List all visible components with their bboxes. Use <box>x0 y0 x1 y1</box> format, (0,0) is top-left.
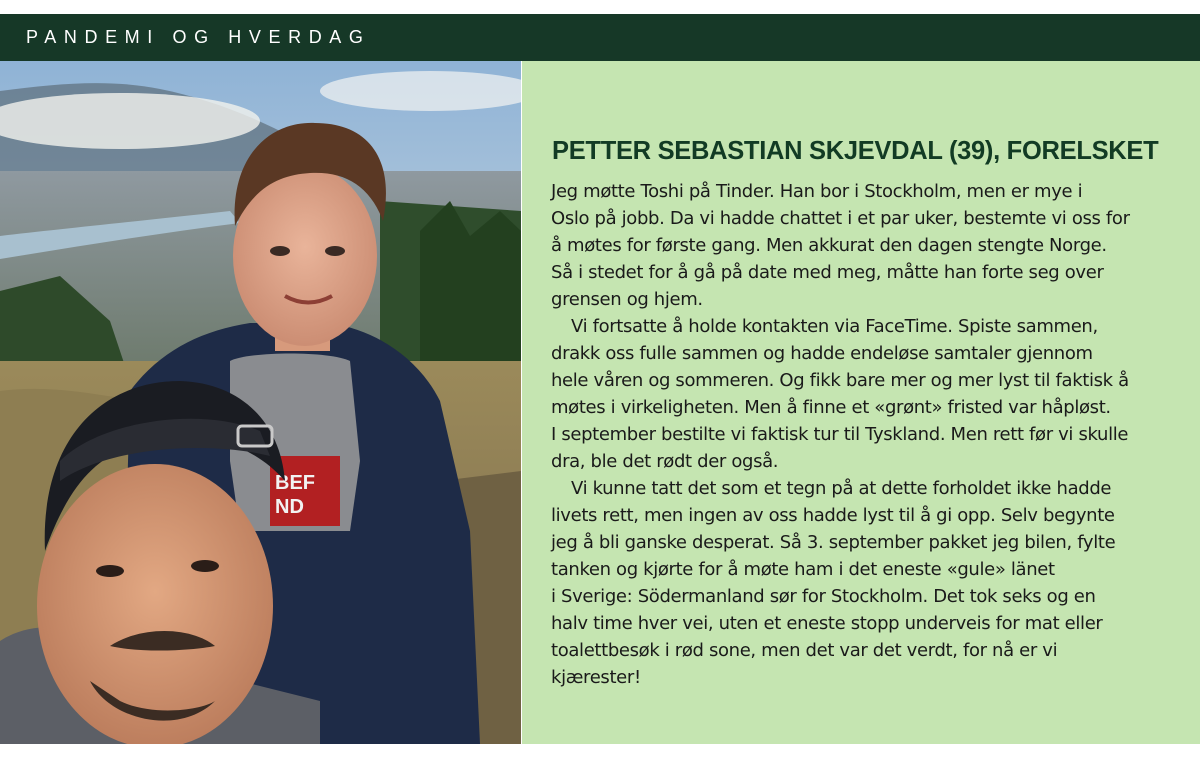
body-line: Jeg møtte Toshi på Tinder. Han bor i Stockholm, men er mye i <box>551 181 1083 202</box>
body-line: Oslo på jobb. Da vi hadde chattet i et par uker, bestemte vi oss for <box>551 208 1130 229</box>
body-line: tanken og kjørte for å møte ham i det eneste «gule» länet <box>551 559 1055 580</box>
section-title: PANDEMI OG HVERDAG <box>26 27 371 47</box>
shirt-print-text: ND <box>275 496 304 518</box>
body-line: kjærester! <box>551 667 641 688</box>
body-line: halv time hver vei, uten et eneste stopp underveis for mat eller <box>551 613 1103 634</box>
body-line: jeg å bli ganske desperat. Så 3. september pakket jeg bilen, fylte <box>551 532 1116 553</box>
couple-selfie-photo <box>0 61 521 744</box>
body-line: toalettbesøk i rød sone, men det var det verdt, for nå er vi <box>551 640 1058 661</box>
body-line: Vi kunne tatt det som et tegn på at dette forholdet ikke hadde <box>571 478 1112 499</box>
body-line: i Sverige: Södermanland sør for Stockholm. Det tok seks og en <box>551 586 1096 607</box>
body-line: hele våren og sommeren. Og fikk bare mer og mer lyst til faktisk å <box>551 370 1129 391</box>
article-body <box>551 178 1191 691</box>
article-headline: PETTER SEBASTIAN SKJEVDAL (39), FORELSKET <box>552 137 1159 165</box>
body-line: I september bestilte vi faktisk tur til Tyskland. Men rett før vi skulle <box>551 424 1129 445</box>
body-line: møtes i virkeligheten. Men å finne et «grønt» fristed var håpløst. <box>551 397 1111 418</box>
body-line: livets rett, men ingen av oss hadde lyst til å gi opp. Selv begynte <box>551 505 1115 526</box>
shirt-print-text: BEF <box>275 472 315 494</box>
body-line: å møtes for første gang. Men akkurat den dagen stengte Norge. <box>551 235 1107 256</box>
body-line: drakk oss fulle sammen og hadde endeløse samtaler gjennom <box>551 343 1093 364</box>
body-line: Så i stedet for å gå på date med meg, måtte han forte seg over <box>551 262 1104 283</box>
body-line: dra, ble det rødt der også. <box>551 451 779 472</box>
bottom-margin <box>0 744 1200 759</box>
body-line: grensen og hjem. <box>551 289 703 310</box>
body-line: Vi fortsatte å holde kontakten via FaceTime. Spiste sammen, <box>571 316 1098 337</box>
